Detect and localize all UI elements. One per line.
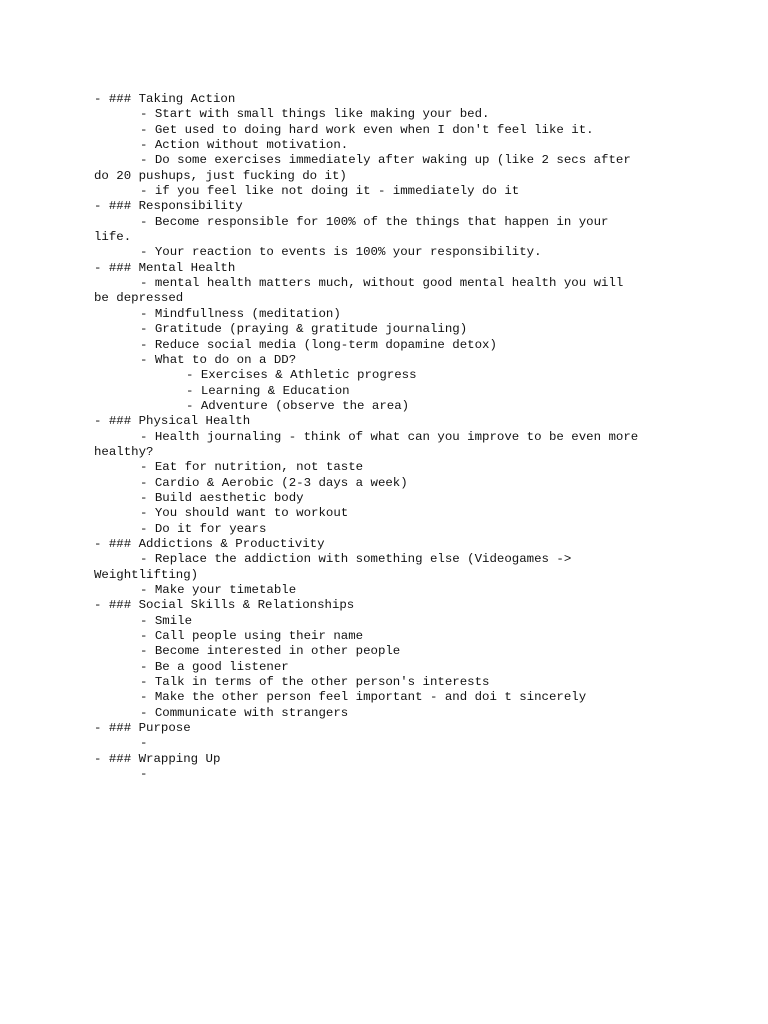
wrapped-line: do 20 pushups, just fucking do it) [94,168,347,183]
list-item: - Replace the addiction with something else (Videogames -> [140,552,572,567]
document-body [94,92,668,782]
list-item: - Reduce social media (long-term dopamine detox) [140,337,497,352]
section-heading: - ### Responsibility [94,199,243,214]
list-item: - mental health matters much, without good mental health you will [140,276,624,291]
list-item: - You should want to workout [140,506,349,521]
wrapped-line: healthy? [94,444,154,459]
list-item: - [140,767,148,782]
list-item: - Make the other person feel important - and doi t sincerely [140,690,587,705]
list-item: - if you feel like not doing it - immediately do it [140,184,520,199]
section-heading: - ### Purpose [94,721,191,736]
list-item: - Mindfullness (meditation) [140,306,341,321]
list-item: - Adventure (observe the area) [186,398,410,413]
list-item: - Exercises & Athletic progress [186,368,417,383]
section-heading: - ### Addictions & Productivity [94,536,325,551]
list-item: - [140,736,148,751]
section-heading: - ### Mental Health [94,260,236,275]
list-item: - Eat for nutrition, not taste [140,460,364,475]
list-item: - Cardio & Aerobic (2-3 days a week) [140,475,408,490]
list-item: - Become responsible for 100% of the things that happen in your [140,214,609,229]
wrapped-line: life. [94,230,132,245]
list-item: - Smile [140,613,193,628]
list-item: - Be a good listener [140,659,289,674]
list-item: - Your reaction to events is 100% your responsibility. [140,245,542,260]
wrapped-line: Weightlifting) [94,567,199,582]
list-item: - Become interested in other people [140,644,401,659]
list-item: - Build aesthetic body [140,490,304,505]
list-item: - Gratitude (praying & gratitude journaling) [140,322,468,337]
wrapped-line: be depressed [94,291,184,306]
list-item: - Call people using their name [140,629,364,644]
list-item: - Get used to doing hard work even when I don't feel like it. [140,122,594,137]
list-item: - Learning & Education [186,383,350,398]
list-item: - Action without motivation. [140,138,349,153]
list-item: - Communicate with strangers [140,705,349,720]
section-heading: - ### Social Skills & Relationships [94,598,355,613]
list-item: - Start with small things like making your bed. [140,107,490,122]
list-item: - Health journaling - think of what can you improve to be even more [140,429,639,444]
list-item: - Make your timetable [140,583,297,597]
list-item: - What to do on a DD? [140,352,297,367]
list-item: - Talk in terms of the other person's interests [140,675,490,690]
section-heading: - ### Physical Health [94,414,251,429]
list-item: - Do some exercises immediately after waking up (like 2 secs after [140,153,631,168]
document-page [94,92,668,782]
section-heading: - ### Wrapping Up [94,751,221,766]
list-item: - Do it for years [140,521,267,536]
section-heading: - ### Taking Action [94,92,236,106]
